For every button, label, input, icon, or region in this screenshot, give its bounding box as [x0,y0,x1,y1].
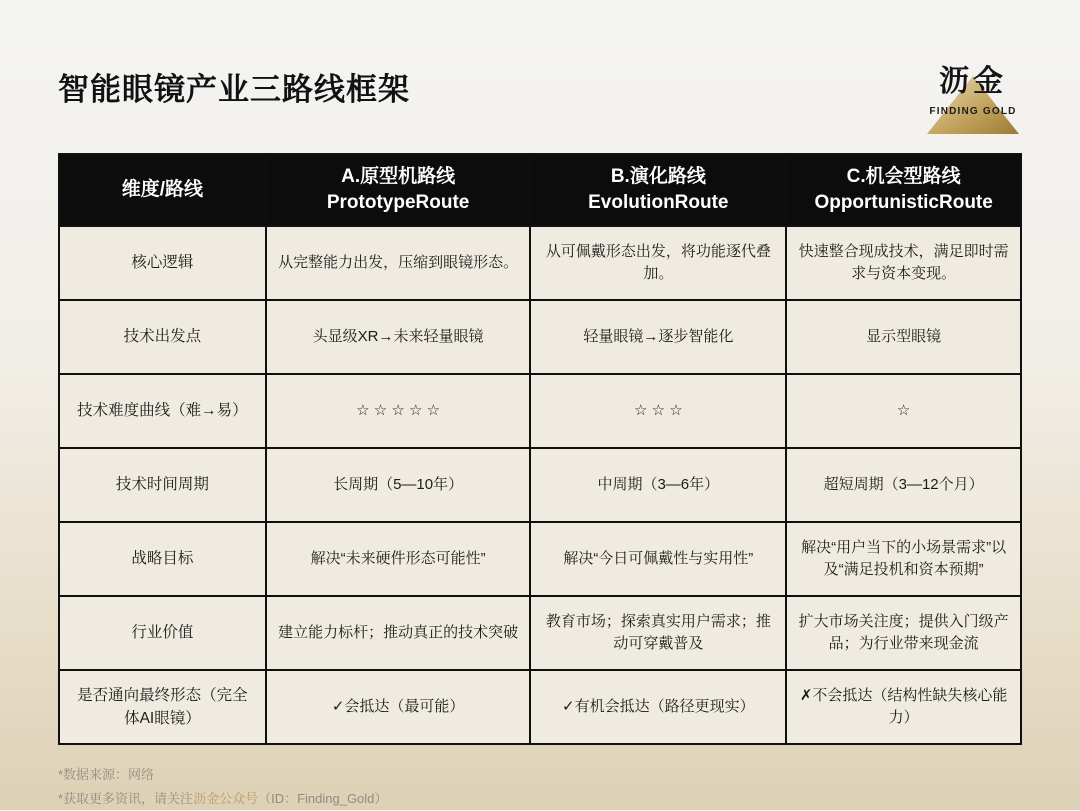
page-title: 智能眼镜产业三路线框架 [58,72,410,107]
column-header-prototype-route [266,154,531,226]
row-label: 技术难度曲线（难→易） [59,374,266,448]
table-cell: ✓会抵达（最可能） [266,670,531,744]
table-cell: 教育市场；探索真实用户需求；推动可穿戴普及 [530,596,786,670]
table-cell: 解决“今日可佩戴性与实用性” [530,522,786,596]
column-header-subtext: OpportunisticRoute [814,192,993,213]
column-header-text: 维度/路线 [121,179,204,201]
framework-table [58,153,1022,745]
table-cell: 头显级XR→未来轻量眼镜 [266,300,531,374]
table-row-final-form [59,670,1021,744]
table-cell: 扩大市场关注度；提供入门级产品；为行业带来现金流 [786,596,1021,670]
row-label: 战略目标 [59,522,266,596]
table-cell: 快速整合现成技术，满足即时需求与资本变现。 [786,226,1021,300]
wechat-account-name: 沥金公众号 [193,791,259,807]
row-label: 技术出发点 [59,300,266,374]
subscribe-note-prefix: *获取更多资讯，请关注 [58,791,194,807]
table-cell: ✓有机会抵达（路径更现实） [530,670,786,744]
table-cell: 建立能力标杆；推动真正的技术突破 [266,596,531,670]
table-cell: 显示型眼镜 [786,300,1021,374]
row-label: 行业价值 [59,596,266,670]
table-cell-star-rating: ☆ ☆ ☆ ☆ ☆ [266,374,531,448]
table-row-core-logic [59,226,1021,300]
brand-logo [918,50,1028,117]
data-source-note: *数据来源：网络 [58,767,155,782]
table-cell: 轻量眼镜→逐步智能化 [530,300,786,374]
table-cell: 解决“未来硬件形态可能性” [266,522,531,596]
subscribe-note-suffix: （ID：Finding_Gold） [258,791,388,807]
column-header-text: C.机会型路线 [846,166,961,188]
table-cell: 解决“用户当下的小场景需求”以及“满足投机和资本预期” [786,522,1021,596]
table-row-difficulty [59,374,1021,448]
header-row [59,154,1021,226]
table-row-tech-start [59,300,1021,374]
table-cell: 长周期（5—10年） [266,448,531,522]
brand-name: 沥金 [939,65,1007,98]
column-header-evolution-route [530,154,786,226]
table-cell: 超短周期（3—12个月） [786,448,1021,522]
table-row-strategic-goal [59,522,1021,596]
table-cell-star-rating: ☆ [786,374,1021,448]
row-label: 是否通向最终形态（完全体AI眼镜） [59,670,266,744]
row-label: 核心逻辑 [59,226,266,300]
table-row-time-cycle [59,448,1021,522]
column-header-text: B.演化路线 [610,166,706,188]
top-bar [58,50,1022,117]
table-cell: ✗不会抵达（结构性缺失核心能力） [786,670,1021,744]
subscribe-note [58,787,1022,811]
column-header-subtext: EvolutionRoute [588,192,729,213]
column-header-text: A.原型机路线 [341,166,456,188]
table-cell: 从完整能力出发，压缩到眼镜形态。 [266,226,531,300]
column-header-subtext: PrototypeRoute [326,192,470,213]
table-row-industry-value [59,596,1021,670]
table-cell-star-rating: ☆ ☆ ☆ [530,374,786,448]
table-cell: 中周期（3—6年） [530,448,786,522]
footer-notes [58,763,1022,811]
row-label: 技术时间周期 [59,448,266,522]
brand-subtitle: FINDING GOLD [929,106,1017,117]
column-header-dimension [59,154,266,226]
column-header-opportunistic-route [786,154,1021,226]
table-cell: 从可佩戴形态出发，将功能逐代叠加。 [530,226,786,300]
